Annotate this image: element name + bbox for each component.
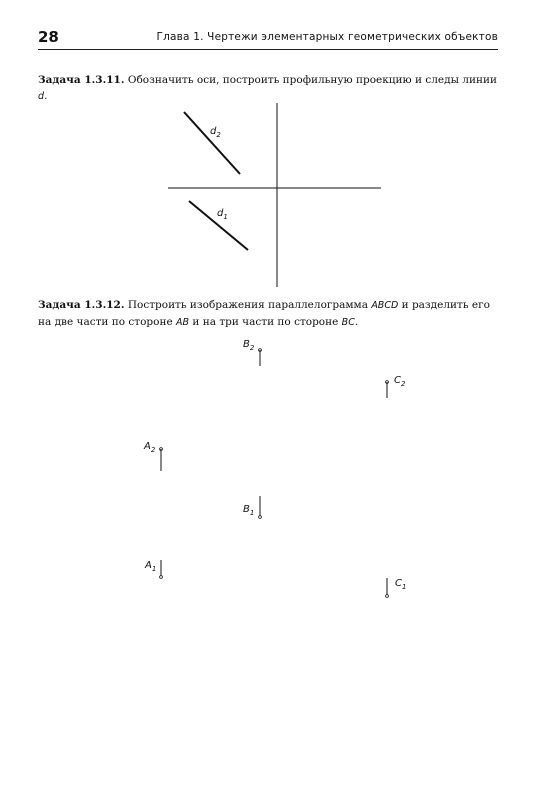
task-1-3-11: Задача 1.3.11. Обозначить оси, построить профильную проекцию и следы линии d. <box>38 74 497 102</box>
svg-text:C2: $C_2$ <box>394 375 406 388</box>
task-number: Задача 1.3.12. <box>38 299 125 311</box>
label-d2: $d_2$ <box>210 126 221 139</box>
svg-text:C1: $C_1$ <box>395 578 407 591</box>
task-number: Задача 1.3.11. <box>38 74 125 86</box>
figure-parallelogram-points <box>143 339 406 597</box>
figure-line-d <box>168 103 381 287</box>
point-A1 <box>144 560 162 578</box>
task-1-3-12: Задача 1.3.12. Построить изображения параллелограмма ABCD и разделить его на две части по стороне AB и на три части по стороне BC. <box>38 299 490 328</box>
line-symbol: d <box>38 91 45 102</box>
point-C2 <box>386 375 406 398</box>
line-d2 <box>184 112 240 174</box>
svg-text:B1: $B_1$ <box>243 504 255 517</box>
point-B1 <box>243 496 261 518</box>
running-head: Глава 1. Чертежи элементарных геометрических объектов <box>156 31 498 43</box>
point-B2 <box>243 339 261 366</box>
point-C1 <box>386 578 407 597</box>
label-d1: $d_1$ <box>217 208 228 221</box>
svg-text:A1: $A_1$ <box>145 560 157 573</box>
task-text: Обозначить оси, построить профильную проекцию и следы линии <box>124 74 497 86</box>
svg-text:A2: $A_2$ <box>144 441 156 454</box>
svg-text:B2: $B_2$ <box>243 339 255 352</box>
point-A2 <box>143 441 162 471</box>
page-number: 28 <box>38 28 59 46</box>
